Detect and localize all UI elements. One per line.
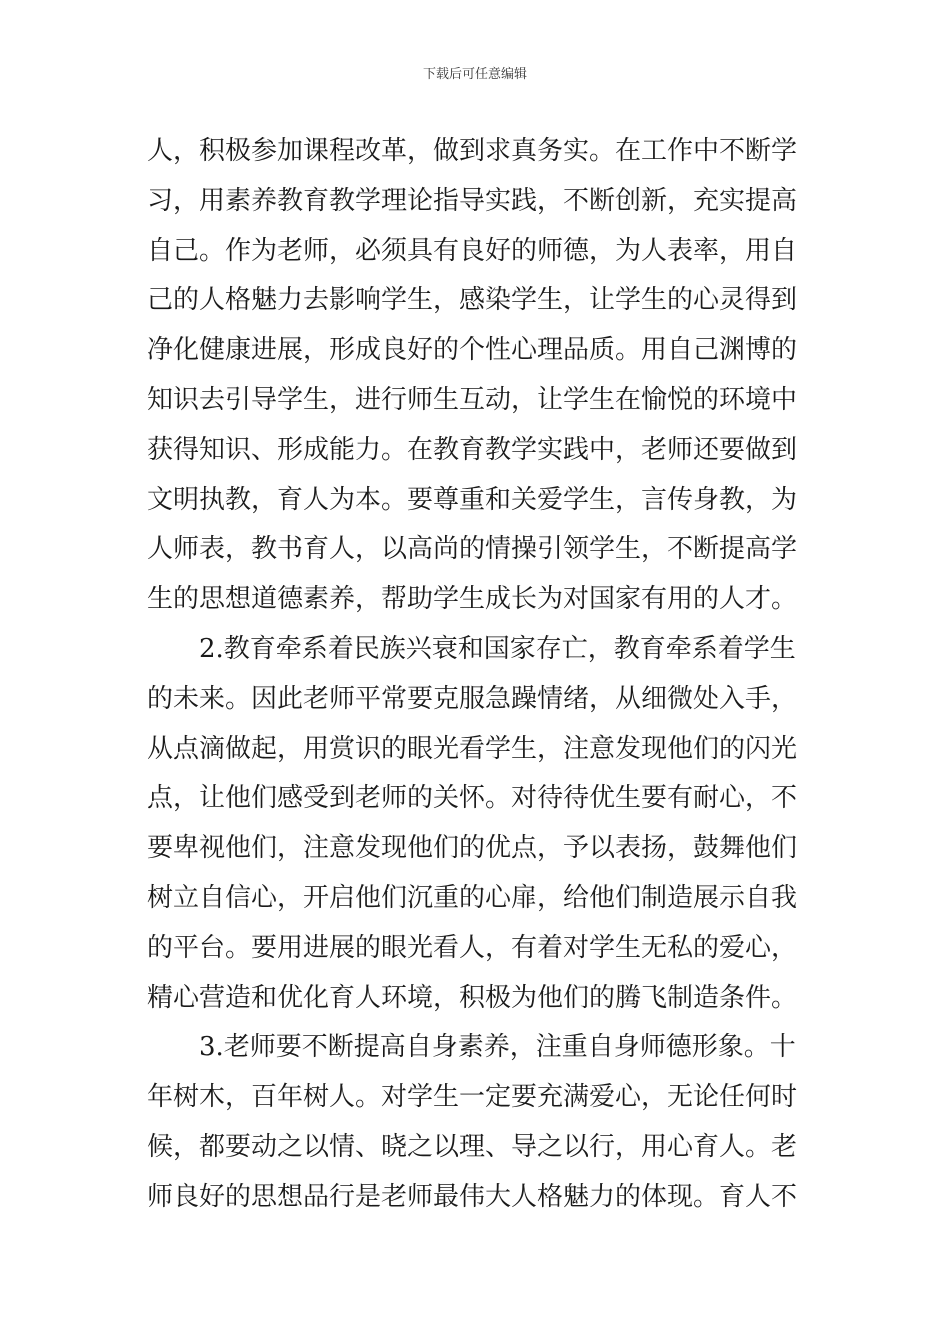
text-line: 的未来。因此老师平常要克服急躁情绪，从细微处入手， [147, 683, 798, 714]
paragraph-start-line: 3.老师要不断提高自身素养，注重自身师德形象。十 [199, 1032, 796, 1063]
page-header: 下载后可任意编辑 [422, 67, 527, 82]
text-line: 点，让他们感受到老师的关怀。对待待优生要有耐心，不 [147, 783, 798, 814]
paragraph-start-line: 2.教育牵系着民族兴衰和国家存亡，教育牵系着学生 [199, 633, 796, 664]
text-line: 习，用素养教育教学理论指导实践，不断创新，充实提高 [147, 185, 798, 216]
text-line: 精心营造和优化育人环境，积极为他们的腾飞制造条件。 [147, 982, 798, 1013]
text-line: 要卑视他们，注意发现他们的优点，予以表扬，鼓舞他们 [147, 833, 798, 864]
text-line: 师良好的思想品行是老师最伟大人格魅力的体现。育人不 [147, 1181, 798, 1212]
text-line: 获得知识、形成能力。在教育教学实践中，老师还要做到 [147, 434, 798, 465]
text-line: 人师表，教书育人，以高尚的情操引领学生，不断提高学 [147, 534, 798, 565]
text-line: 知识去引导学生，进行师生互动，让学生在愉悦的环境中 [147, 384, 798, 415]
text-line: 年树木，百年树人。对学生一定要充满爱心，无论任何时 [147, 1082, 798, 1113]
text-line: 自己。作为老师，必须具有良好的师德，为人表率，用自 [147, 235, 798, 266]
text-line: 己的人格魅力去影响学生，感染学生，让学生的心灵得到 [147, 285, 798, 316]
document-body [147, 127, 807, 1223]
text-line: 生的思想道德素养，帮助学生成长为对国家有用的人才。 [147, 584, 798, 615]
text-line: 的平台。要用进展的眼光看人，有着对学生无私的爱心， [147, 932, 798, 963]
text-line: 树立自信心，开启他们沉重的心扉，给他们制造展示自我 [147, 882, 798, 913]
text-line: 净化健康进展，形成良好的个性心理品质。用自己渊博的 [147, 335, 798, 366]
text-line: 人，积极参加课程改革，做到求真务实。在工作中不断学 [147, 136, 798, 166]
text-line: 文明执教，育人为本。要尊重和关爱学生，言传身教，为 [147, 484, 798, 515]
text-line: 从点滴做起，用赏识的眼光看学生，注意发现他们的闪光 [147, 733, 798, 764]
text-line: 候，都要动之以情、晓之以理、导之以行，用心育人。老 [147, 1131, 798, 1162]
